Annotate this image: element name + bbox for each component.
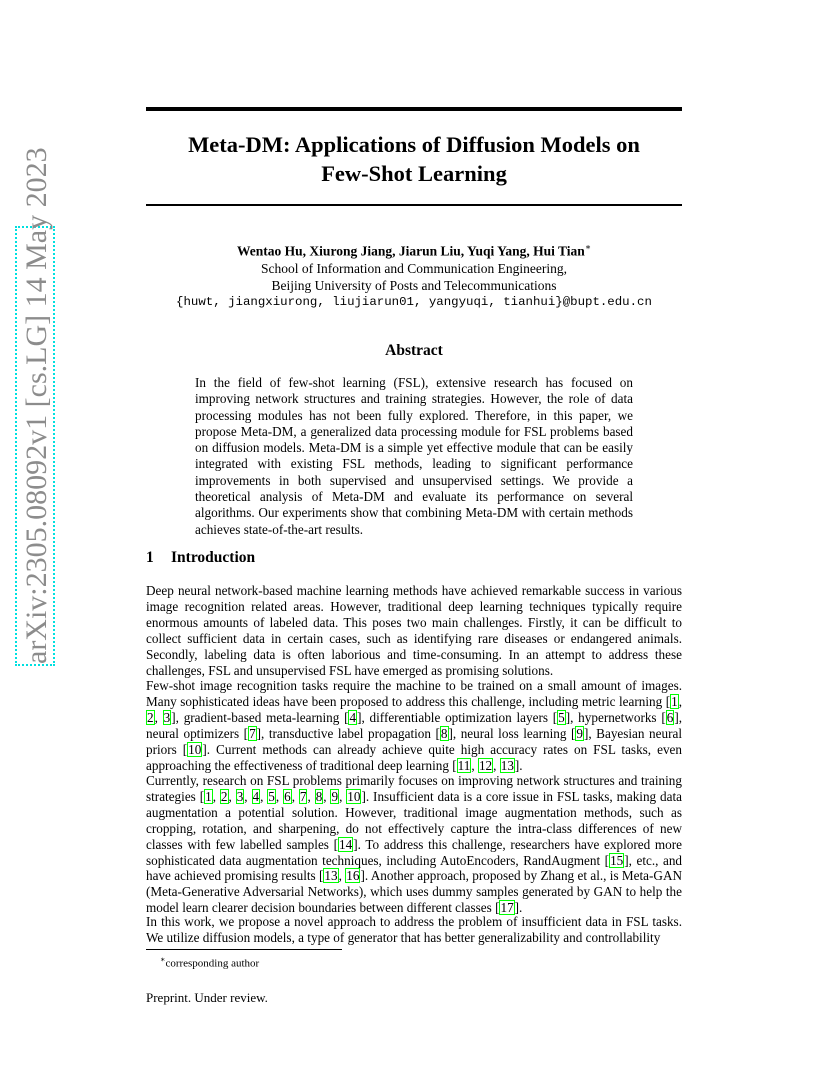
section-heading-introduction: [146, 548, 255, 568]
citation-link[interactable]: 3: [236, 788, 244, 804]
title-line-2: Few-Shot Learning: [321, 161, 507, 186]
citation-link[interactable]: 2: [147, 709, 154, 725]
citation-link[interactable]: 17: [500, 900, 514, 916]
intro-paragraph-2: Few-shot image recognition tasks require the machine to be trained on a small amount of images. Many sophisticated ideas have been proposed to address this challenge, including metric learning [1, 2, 3], gradient-based meta-learning [4], differentiable optimization layers [5], hypernetworks [6], neural optimizers [7], transductive label propagation [8], neural loss learning [9], Bayesian neural priors [10]. Current methods can already achieve quite high accuracy rates on FSL tasks, even approaching the effectiveness of traditional deep learning [11, 12, 13].: [146, 678, 683, 773]
intro-paragraph-3: Currently, research on FSL problems primarily focuses on improving network structures and training strategies [1, 2, 3, 4, 5, 6, 7, 8, 9, 10]. Insufficient data is a core issue in FSL tasks, making data augmentation a potential solution. However, traditional image augmentation methods, such as cropping, rotation, and sharpening, do not effectively capture the intra-class differences of new classes with few labelled samples [14]. To address this challenge, researchers have explored more sophisticated data augmentation techniques, including AutoEncoders, RandAugment [15], etc., and have achieved promising results [13, 16]. Another approach, proposed by Zhang et al., is Meta-GAN (Meta-Generative Adversarial Networks), which uses dummy samples generated by GAN to help the model learn clearer decision boundaries between different classes [17].: [146, 773, 683, 916]
author-names-text: Wentao Hu, Xiurong Jiang, Jiarun Liu, Yuqi Yang, Hui Tian: [237, 243, 585, 259]
paper-title: [146, 130, 682, 188]
affiliation-line-2: Beijing University of Posts and Telecommunications: [271, 277, 557, 293]
footnote-text: corresponding author: [165, 957, 260, 970]
intro-paragraph-4: In this work, we propose a novel approach to address the problem of insufficient data in FSL tasks. We utilize diffusion models, a type of generator that has better generalizability and controllability: [146, 914, 682, 945]
footnote: [160, 953, 259, 971]
citation-link[interactable]: 2: [220, 788, 228, 804]
affiliation-line-1: School of Information and Communication Engineering,: [261, 260, 567, 276]
citation-link[interactable]: 8: [315, 788, 323, 804]
author-block: [146, 239, 682, 311]
section-title: Introduction: [171, 549, 256, 566]
citation-link[interactable]: 9: [331, 788, 339, 804]
citation-link[interactable]: 16: [346, 868, 360, 884]
citation-link[interactable]: 10: [188, 741, 202, 757]
arxiv-identifier-stamp: arXiv:2305.08092v1 [cs.LG] 14 May 2023: [15, 226, 55, 666]
corresponding-marker: ∗: [584, 242, 591, 252]
author-emails: {huwt, jiangxiurong, liujiarun01, yangyuqi, tianhui}@bupt.edu.cn: [176, 294, 652, 309]
citation-link[interactable]: 8: [440, 725, 448, 741]
citation-link[interactable]: 11: [457, 757, 471, 773]
citation-link[interactable]: 4: [349, 709, 357, 725]
citation-link[interactable]: 6: [666, 709, 674, 725]
footnote-rule: [146, 949, 342, 950]
citation-link[interactable]: 9: [576, 725, 583, 741]
citation-link[interactable]: 6: [284, 788, 291, 804]
preprint-notice: Preprint. Under review.: [146, 990, 268, 1005]
footnote-marker: ∗: [160, 955, 166, 964]
citation-link[interactable]: 7: [249, 725, 256, 741]
citation-link[interactable]: 1: [205, 788, 212, 804]
citation-link[interactable]: 4: [252, 788, 260, 804]
citation-link[interactable]: 5: [558, 709, 565, 725]
intro-paragraph-1: Deep neural network-based machine learning methods have achieved remarkable success in various image recognition related areas. However, traditional deep learning techniques typically require enormous amounts of labeled data. This poses two main challenges. Firstly, it can be difficult to collect sufficient data in certain cases, such as identifying rare diseases or endangered animals. Secondly, labeling data is often laborious and time-consuming. In an attempt to address these challenges, FSL and unsupervised FSL have emerged as promising solutions.: [146, 583, 682, 678]
title-top-rule: [146, 107, 682, 111]
abstract-heading: Abstract: [385, 342, 443, 359]
citation-link[interactable]: 12: [478, 757, 493, 773]
citation-link[interactable]: 13: [500, 757, 514, 773]
citation-link[interactable]: 3: [163, 709, 171, 725]
citation-link[interactable]: 14: [339, 836, 353, 852]
title-bottom-rule: [146, 204, 682, 206]
abstract-body: In the field of few-shot learning (FSL), extensive research has focused on improving network structures and training strategies. However, the role of data processing modules has not been fully explored. Therefore, in this paper, we propose Meta-DM, a generalized data processing module for FSL problems based on diffusion models. Meta-DM is a simple yet effective module that can be easily integrated with existing FSL methods, leading to significant performance improvements in both supervised and unsupervised settings. We provide a theoretical analysis of Meta-DM and evaluate its performance on several algorithms. Our experiments show that combining Meta-DM with certain methods achieves state-of-the-art results.: [195, 375, 633, 537]
citation-link[interactable]: 1: [671, 693, 678, 709]
citation-link[interactable]: 10: [347, 788, 361, 804]
citation-link[interactable]: 15: [610, 852, 624, 868]
author-names: [146, 239, 682, 260]
citation-link[interactable]: 5: [268, 788, 275, 804]
citation-link[interactable]: 7: [299, 788, 307, 804]
citation-link[interactable]: 13: [324, 868, 338, 884]
section-number: 1: [146, 549, 154, 566]
title-line-1: Meta-DM: Applications of Diffusion Models on: [188, 132, 640, 157]
